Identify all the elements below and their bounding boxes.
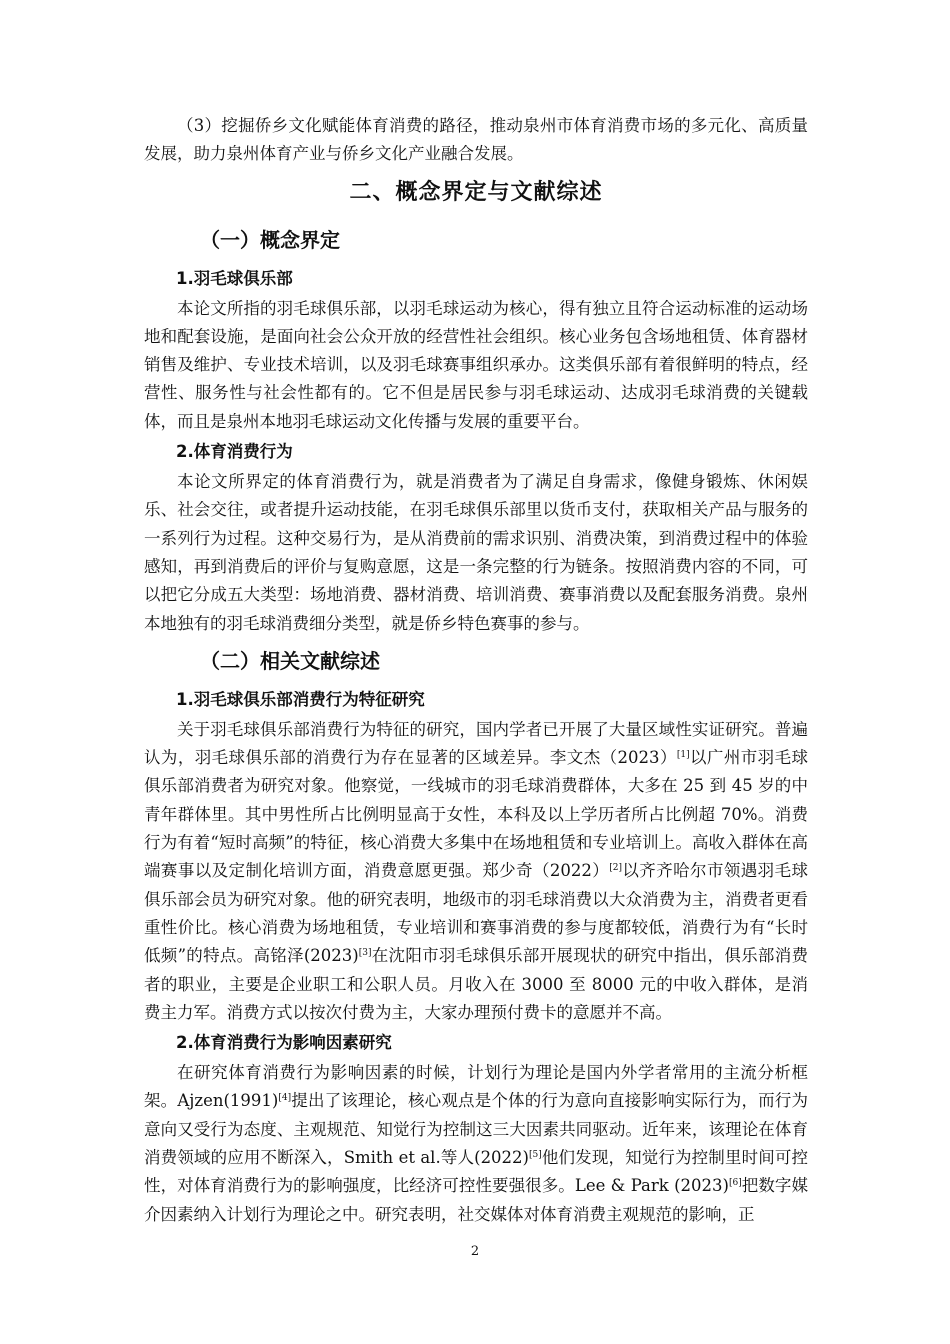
paragraph-influencing-factors bbox=[144, 1059, 808, 1229]
heading-consumption-behavior: 2.体育消费行为 bbox=[176, 442, 293, 462]
page-body bbox=[144, 112, 808, 1229]
text-run: 他们发现，知觉行为控制里时间可控性，对体育消费行为的影响强度，比经济可控性要强很多。Lee & Park (2023) bbox=[144, 1148, 809, 1196]
paragraph-badminton-club: 本论文所指的羽毛球俱乐部，以羽毛球运动为核心，得有独立且符合运动标准的运动场地和配套设施，是面向社会公众开放的经营性社会组织。核心业务包含场地租赁、体育器材销售及维护、专业技术培训，以及羽毛球赛事组织承办。这类俱乐部有着很鲜明的特点，经营性、服务性与社会性都有的。它不但是居民参与羽毛球运动、达成羽毛球消费的关键载体，而且是泉州本地羽毛球运动文化传播与发展的重要平台。 bbox=[144, 298, 808, 431]
text-run: 以齐齐哈尔市领遇羽毛球俱乐部会员为研究对象。他的研究表明，地级市的羽毛球消费以大众消费为主，消费者更看重性价比。核心消费为场地租赁，专业培训和赛事消费的参与度都较低，消费行为有“长时低频”的特点。高铭泽(2023) bbox=[144, 861, 809, 966]
paragraph-consumption-behavior: 本论文所界定的体育消费行为，就是消费者为了满足自身需求，像健身锻炼、休闲娱乐、社会交往，或者提升运动技能，在羽毛球俱乐部里以货币支付，获取相关产品与服务的一系列行为过程。这种交易行为，是从消费前的需求识别、消费决策，到消费过程中的体验感知，再到消费后的评价与复购意愿，这是一条完整的行为链条。按照消费内容的不同，可以把它分成五大类型：场地消费、器材消费、培训消费、赛事消费以及配套服务消费。泉州本地独有的羽毛球消费细分类型，就是侨乡特色赛事的参与。 bbox=[144, 472, 808, 633]
citation-6: [6] bbox=[728, 1178, 742, 1189]
citation-4: [4] bbox=[278, 1093, 292, 1104]
citation-5: [5] bbox=[529, 1150, 542, 1161]
heading-influencing-factors: 2.体育消费行为影响因素研究 bbox=[176, 1033, 392, 1053]
paragraph-club-consumption-features bbox=[144, 716, 808, 1027]
citation-3: [3] bbox=[358, 948, 372, 959]
section-title: 二、概念界定与文献综述 bbox=[349, 179, 603, 205]
citation-2: [2] bbox=[609, 863, 622, 874]
text-run: 在沈阳市羽毛球俱乐部开展现状的研究中指出，俱乐部消费者的职业，主要是企业职工和公职人员。月收入在 3000 至 8000 元的中收入群体，是消费主力军。消费方式以按次付费为主，大家办理预付费卡的意愿并不高。 bbox=[144, 946, 808, 1022]
heading-club-consumption-features: 1.羽毛球俱乐部消费行为特征研究 bbox=[176, 689, 425, 709]
text-run: 提出了该理论，核心观点是个体的行为意向直接影响实际行为，而行为意向又受行为态度、主观规范、知觉行为控制这三大因素共同驱动。近年来，该理论在体育消费领域的应用不断深入，Smith et al.等人(2022) bbox=[144, 1091, 809, 1168]
text-run: 以广州市羽毛球俱乐部消费者为研究对象。他察觉，一线城市的羽毛球消费群体，大多在 25 到 45 岁的中青年群体里。其中男性所占比例明显高于女性，本科及以上学历者所占比例超 70%。消费行为有着“短时高频”的特征，核心消费大多集中在场地租赁和专业培训上。高收入群体在高端赛事以及定制化培训方面，消费意愿更强。郑少奇（2022） bbox=[144, 748, 808, 881]
heading-badminton-club: 1.羽毛球俱乐部 bbox=[176, 268, 293, 288]
citation-1: [1] bbox=[676, 750, 690, 761]
intro-paragraph: （3）挖掘侨乡文化赋能体育消费的路径，推动泉州市体育消费市场的多元化、高质量发展，助力泉州体育产业与侨乡文化产业融合发展。 bbox=[144, 116, 808, 164]
text-run: 在研究体育消费行为影响因素的时候，计划行为理论是国内外学者常用的主流分析框架。Ajzen(1991) bbox=[144, 1063, 808, 1111]
page-number: 2 bbox=[470, 1244, 480, 1259]
text-run: 把数字媒介因素纳入计划行为理论之中。研究表明，社交媒体对体育消费主观规范的影响，正 bbox=[144, 1176, 809, 1224]
subsection-title-literature: （二）相关文献综述 bbox=[200, 648, 380, 673]
text-run: 关于羽毛球俱乐部消费行为特征的研究，国内学者已开展了大量区域性实证研究。普遍认为，羽毛球俱乐部的消费行为存在显著的区域差异。李文杰（2023） bbox=[144, 719, 808, 768]
subsection-title-concepts: （一）概念界定 bbox=[200, 227, 340, 252]
